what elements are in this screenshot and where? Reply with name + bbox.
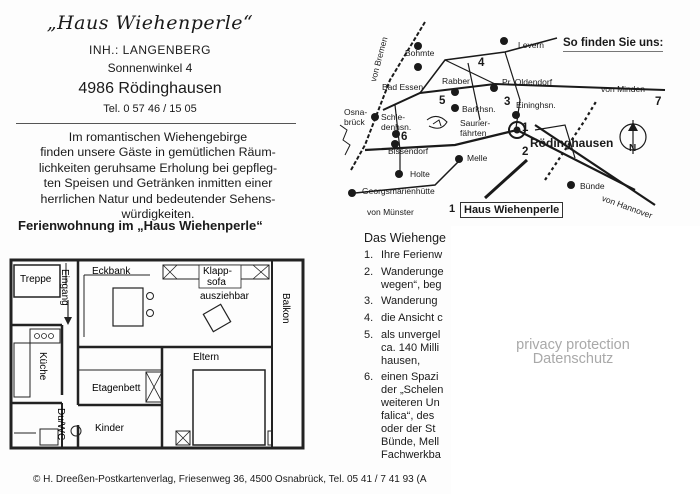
- route-number: 1: [522, 122, 529, 134]
- list-item-text: Ihre Ferienw: [381, 249, 443, 261]
- room-label-bunk-bed: Etagenbett: [92, 383, 141, 394]
- room-label-balcony: Balkon: [280, 293, 291, 324]
- description-line: lichkeiten geruhsame Erholung bei gepfleg-: [38, 160, 278, 175]
- hotel-name: „Haus Wiehenperle“: [46, 12, 254, 34]
- section-heading: Das Wiehenge: [364, 231, 446, 245]
- description-line: herrlichen Natur und bedeutender Sehens-: [40, 191, 276, 206]
- outer-wall: [11, 260, 303, 448]
- map-label-osnabrueck-2: brück: [344, 117, 365, 127]
- map-label-from-bremen: von Bremen: [368, 35, 390, 83]
- map-label-saurier: [460, 118, 490, 138]
- route-number: 5: [439, 95, 446, 107]
- route-number: 2: [522, 146, 529, 158]
- map-label-roedinghausen: Rödinghausen: [530, 136, 614, 150]
- list-item-text: einen Spazi: [381, 371, 439, 383]
- room-label-stairs: Treppe: [20, 274, 52, 285]
- room-label-kitchen: Küche: [37, 352, 48, 381]
- map-label-eininghausen: Eininghsn.: [516, 100, 556, 110]
- map-label-from-hannover: von Hannover: [600, 193, 654, 221]
- map-label-schledehausen: [381, 112, 411, 132]
- privacy-line-2: Datenschutz: [532, 351, 614, 367]
- room-label-parents: Eltern: [193, 352, 220, 363]
- map-label-bohmte: Bohmte: [405, 48, 435, 58]
- description-line: finden unsere Gäste in gemütlichen Räum-: [40, 145, 276, 160]
- activity-list: [364, 249, 454, 474]
- map-label-saurier-1: Saurier-: [460, 118, 491, 128]
- map-label-osnabrueck-1: Osna-: [344, 107, 368, 117]
- divider: [16, 123, 296, 124]
- privacy-watermark: [460, 338, 686, 366]
- list-item-number: 2.: [364, 266, 374, 278]
- city-line: 4986 Rödinghausen: [78, 80, 222, 97]
- map-title: So finden Sie uns:: [563, 37, 664, 49]
- description-line: Im romantischen Wiehengebirge: [68, 130, 248, 144]
- list-item-text: Bünde, Mell: [381, 436, 440, 448]
- map-label-holte: Holte: [410, 169, 430, 179]
- description: [14, 130, 302, 222]
- list-item-text: Wanderung: [381, 295, 438, 307]
- list-item-text: Wanderunge: [381, 266, 444, 278]
- list-item-text: weiteren Un: [381, 397, 440, 409]
- list-item-text: als unvergel: [381, 329, 441, 341]
- street-address: Sonnenwinkel 4: [107, 61, 193, 75]
- list-item-number: 4.: [364, 312, 374, 324]
- map-label-melle: Melle: [467, 153, 488, 163]
- list-item-text: ca. 140 Milli: [381, 342, 440, 354]
- list-item-text: Fachwerkba: [381, 449, 441, 461]
- marker-label: Haus Wiehenperle: [460, 202, 563, 218]
- list-item-text: hausen,: [381, 355, 421, 367]
- map-label-barkhausen: Barkhsn.: [462, 104, 496, 114]
- map-label-georgsmarienhuette: Georgsmarienhütte: [362, 186, 435, 196]
- floorplan-heading: Ferienwohnung im „Haus Wiehenperle“: [18, 218, 263, 233]
- map-label-pr-oldendorf: Pr. Oldendorf: [502, 77, 553, 87]
- map-label-rabber: Rabber: [442, 76, 470, 86]
- room-label-children: Kinder: [95, 423, 124, 434]
- room-label-sofa-2: sofa: [207, 277, 226, 288]
- list-item-number: 1.: [364, 249, 374, 261]
- map-label-buende: Bünde: [580, 181, 605, 191]
- owner-line: INH.: LANGENBERG: [88, 43, 212, 57]
- list-item-number: 6.: [364, 371, 374, 383]
- privacy-line-1: privacy protection: [516, 337, 630, 353]
- description-line: würdigkeiten.: [121, 207, 195, 222]
- map-label-schledehausen-1: Schle-: [381, 112, 406, 122]
- list-item-text: wegen“, beg: [381, 279, 442, 291]
- map-label-from-muenster: von Münster: [367, 207, 414, 217]
- list-item-number: 5.: [364, 329, 374, 341]
- list-item-number: 3.: [364, 295, 374, 307]
- map-label-levern: Levern: [518, 40, 544, 50]
- map-label-saurier-2: fährten: [460, 128, 487, 138]
- phone-number: Tel. 0 57 46 / 15 05: [103, 103, 197, 115]
- list-item-text: die Ansicht c: [381, 312, 443, 324]
- list-item-text: falica“, des: [381, 410, 435, 422]
- marker-number: 1: [449, 203, 456, 215]
- room-label-sofa-1: Klapp-: [203, 266, 232, 277]
- list-item-text: oder der St: [381, 423, 436, 435]
- map-label-bissendorf: Bissendorf: [388, 146, 429, 156]
- north-label: N: [629, 143, 637, 154]
- route-number: 3: [504, 96, 511, 108]
- list-item-text: der „Schelen: [381, 384, 444, 396]
- route-number: 6: [401, 131, 408, 143]
- description-line: ten Speisen und Getränken inmitten einer: [43, 176, 273, 191]
- map-label-osnabrueck: [344, 107, 367, 127]
- publisher-footer: © H. Dreeßen-Postkartenverlag, Friesenweg 36, 4500 Osnabrück, Tel. 05 41 / 7 41 93 (A: [33, 474, 427, 485]
- room-label-corner-bench: Eckbank: [92, 266, 131, 277]
- map-label-bad-essen: Bad Essen: [382, 82, 424, 92]
- route-number: 7: [655, 96, 662, 108]
- room-label-entrance: Eingang: [59, 269, 70, 306]
- route-number: 4: [478, 57, 485, 69]
- room-label-shower-wc: Du/WC: [55, 408, 66, 441]
- room-label-extendable: ausziehbar: [200, 291, 249, 302]
- map-label-schledehausen-2: denhsn.: [381, 122, 412, 132]
- floor-plan: [0, 255, 310, 455]
- map-label-from-minden: von Minden: [601, 84, 645, 94]
